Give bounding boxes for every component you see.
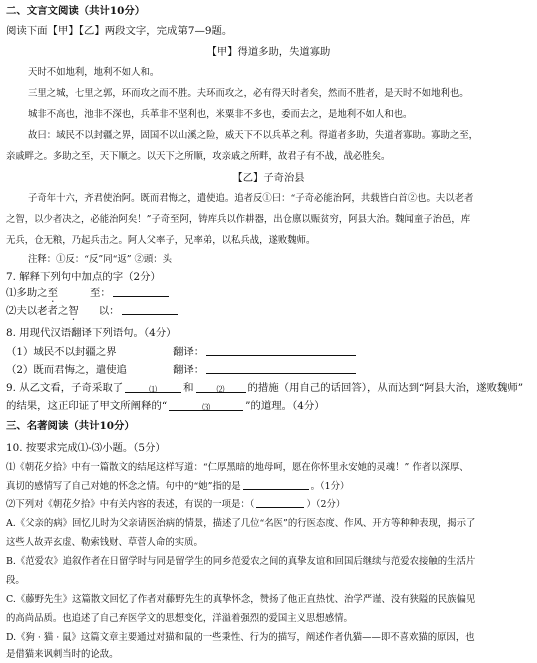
- option-a-cont: 这些人故弄玄虚、勒索钱财、草菅人命的实质。: [6, 537, 203, 548]
- q8-translate-2: 翻译：: [173, 364, 358, 377]
- jia-line: 故曰：域民不以封疆之界，固国不以山溪之险，威天下不以兵革之利。得道者多助，失道者寡助。寡助之至，: [28, 130, 479, 141]
- q10-1-line: 真切的感情写了自己对她的怀念之情。句中的“她”指的是 。（1分）: [6, 481, 350, 492]
- q10-2-line: ⑵下列对《朝花夕拾》中有关内容的表述，有误的一项是：（ ）（2分）: [6, 499, 346, 510]
- q8-answer-blank[interactable]: [206, 364, 356, 374]
- yi-line: 无兵，仓无粮，乃起兵击之。阿人父率子，兄率弟，以私兵战，遂败魏师。: [6, 235, 316, 246]
- question-10: 10. 按要求完成⑴-⑶小题。（5分）: [6, 442, 166, 454]
- section2-title: 二、文言文阅读（共计10分）: [6, 5, 146, 17]
- jia-line: 亲戚畔之。多助之至，天下顺之。以天下之所顺，攻亲戚之所畔，故君子有不战，战必胜矣。: [6, 151, 391, 162]
- question-9-line1: 9. 从乙文看，子奇采取了 ⑴ 和 ⑵ 的措施（用自己的话回答），从而达到“阿县大治，遂败魏师”: [6, 382, 524, 394]
- q9-blank-1[interactable]: ⑴: [125, 383, 181, 393]
- q8-item-1: （1）域民不以封疆之界: [6, 346, 117, 358]
- question-8: 8. 用现代汉语翻译下列语句。（4分）: [6, 327, 177, 339]
- q10-1-answer-blank[interactable]: [243, 480, 309, 490]
- question-9-line2: 的结果，这正印证了甲文所阐释的“ ⑶ ”的道理。（4分）: [6, 400, 325, 412]
- q7-item-2: ⑵夫以老者之智 以：: [6, 305, 180, 323]
- q10-1-line: ⑴《朝花夕拾》中有一篇散文的结尾这样写道：“仁厚黑暗的地母呵，愿在你怀里永安她的灵魂！” 作者以深厚、: [6, 462, 469, 473]
- jia-title: 【甲】得道多助，失道寡助: [206, 46, 331, 58]
- jia-line: 城非不高也，池非不深也，兵革非不坚利也，米粟非不多也，委而去之，是地利不如人和也。: [28, 109, 413, 120]
- yi-line: 子奇年十六，齐君使治阿。既而君悔之，遣使追。追者反①曰：“子奇必能治阿，共载皆白首②也。夫以老者: [28, 193, 474, 204]
- yi-title: 【乙】子奇治县: [232, 172, 305, 184]
- option-c: C.《藤野先生》这篇散文回忆了作者对藤野先生的真挚怀念，赞扬了他正直热忱、治学严谨、没有狭隘的民族偏见: [6, 594, 476, 605]
- q8-answer-blank[interactable]: [206, 346, 356, 356]
- question-7: 7. 解释下列句中加点的字（2分）: [6, 271, 161, 283]
- q9-blank-3[interactable]: ⑶: [169, 401, 243, 411]
- option-b-cont: 段。: [6, 575, 25, 586]
- q8-translate-1: 翻译：: [173, 346, 358, 359]
- jia-line: 天时不如地利，地利不如人和。: [28, 67, 160, 78]
- option-a: A.《父亲的病》回忆儿时为父亲请医治病的情景，描述了几位“名医”的行医态度、作风、开方等种种表现，揭示了: [6, 518, 476, 529]
- section2-intro: 阅读下面【甲】【乙】两段文字，完成第7—9题。: [6, 25, 233, 37]
- yi-line: 之智，以少者决之，必能治阿矣！”子奇至阿，铸库兵以作耕器，出仓廪以赈贫穷，阿县大治。魏闻童子治邑，库: [6, 214, 471, 225]
- option-b: B.《范爱农》追叙作者在日留学时与同是留学生的同乡范爱农之间的真挚友谊和回国后继续与范爱农接触的生活片: [6, 556, 476, 567]
- q9-blank-2[interactable]: ⑵: [196, 383, 246, 393]
- option-c-cont: 的高尚品质。也追述了自己弃医学文的思想变化，洋溢着强烈的爱国主义思想感情。: [6, 613, 353, 624]
- option-d: D.《狗 · 猫 · 鼠》这篇文章主要通过对猫和鼠的一些秉性、行为的描写，阐述作者仇猫——即不喜欢猫的原因，也: [6, 632, 475, 643]
- q10-2-answer-blank[interactable]: [256, 498, 304, 508]
- option-d-cont: 是借猫来讽刺当时的论敌。: [6, 649, 119, 660]
- q7-answer-blank[interactable]: [122, 305, 178, 315]
- q7-answer-blank[interactable]: [113, 287, 169, 297]
- annotation-note: 注释：①反：“反”同“返” ②頭：头: [28, 254, 173, 265]
- q7-item-1: ⑴多助之至 至：: [6, 287, 171, 305]
- section3-title: 三、名著阅读（共计10分）: [6, 420, 135, 432]
- q8-item-2: （2）既而君悔之，遣使追: [6, 364, 127, 376]
- jia-line: 三里之城，七里之郭，环而攻之而不胜。夫环而攻之，必有得天时者矣，然而不胜者，是天时不如地利也。: [28, 88, 469, 99]
